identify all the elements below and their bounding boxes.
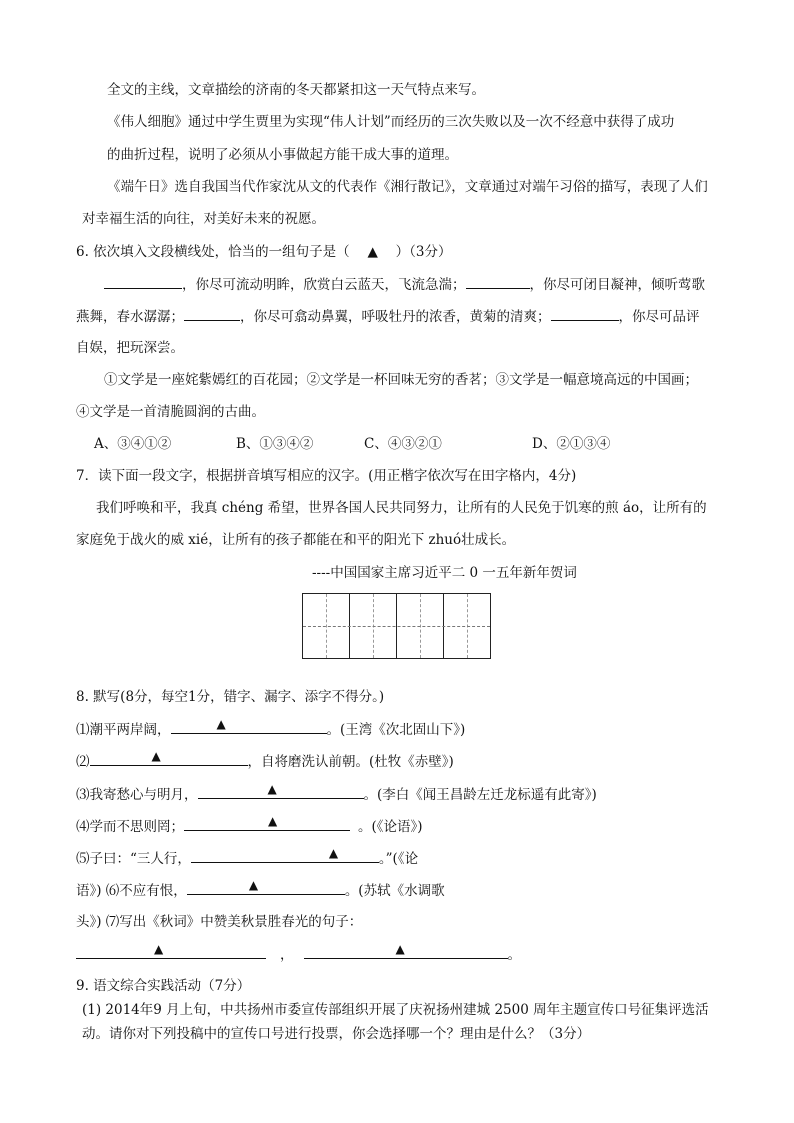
- q8-item-7: 头》) ⑺写出《秋词》中赞美秋景胜春光的句子：: [76, 914, 363, 930]
- q8-marker-6: ▲: [248, 878, 259, 892]
- q6-passage-line-1: [104, 275, 705, 294]
- q8-item-1-suffix: 。(王湾《次北固山下》): [326, 722, 466, 738]
- q8-item-2: [76, 749, 454, 771]
- intro-line-1: 全文的主线，文章描绘的济南的冬天都紧扣这一天气特点来写。: [107, 82, 485, 98]
- q6-option-d[interactable]: D、②①③④: [532, 436, 611, 452]
- q6-p2-c: ，你尽可品评: [618, 309, 700, 325]
- q6-stem-a: 6. 依次填入文段横线处，恰当的一组句子是（: [76, 244, 350, 260]
- q6-sentences-line-2: ④文学是一首清脆圆润的古曲。: [76, 404, 265, 420]
- q8-marker-3: ▲: [267, 782, 277, 796]
- q8-stem: 8. 默写(8分，每空1分，错字、漏字、添字不得分。): [76, 689, 385, 705]
- intro-line-5: 对幸福生活的向往，对美好未来的祝愿。: [82, 211, 325, 227]
- q8-item-3: [76, 782, 597, 804]
- q6-answer-marker: ▲: [367, 244, 378, 260]
- q6-stem-b: ）（3分）: [395, 244, 452, 260]
- q8-item-5-suffix: 。”(《论: [378, 851, 419, 867]
- intro-line-3: 的曲折过程，说明了必须从小事做起方能干成大事的道理。: [107, 147, 458, 163]
- q9-line-1: (1) 2014年9 月上旬，中共扬州市委宣传部组织开展了庆祝扬州建城 2500 周年主题宣传口号征集评选活: [82, 1002, 709, 1018]
- tianzige-grid[interactable]: [302, 593, 491, 659]
- q8-blank-3[interactable]: [198, 782, 364, 799]
- q8-marker-4: ▲: [268, 814, 278, 828]
- intro-line-2: 《伟人细胞》通过中学生贾里为实现“伟人计划”而经历的三次失败以及一次不经意中获得了成功: [107, 114, 675, 130]
- q8-marker-8: ▲: [395, 942, 405, 956]
- q8-item-4: [76, 814, 423, 836]
- q6-blank-3[interactable]: [184, 307, 240, 321]
- q7-stem: 7．读下面一段文字，根据拼音填写相应的汉字。(用正楷字依次写在田字格内，4分): [76, 468, 577, 484]
- q8-marker-7: ▲: [154, 942, 164, 956]
- q8-item-7-end: 。: [507, 947, 521, 963]
- q8-marker-2: ▲: [151, 749, 161, 763]
- q8-blank-6[interactable]: [187, 878, 345, 895]
- q8-blank-4[interactable]: [184, 814, 350, 831]
- q8-item-7-answer: [76, 942, 521, 964]
- q9-stem: 9. 语文综合实践活动（7分）: [76, 978, 251, 994]
- q9-line-2: 动。请你对下列投稿中的宣传口号进行投票，你会选择哪一个？理由是什么？（3分）: [82, 1026, 591, 1042]
- q8-item-6: [76, 878, 445, 900]
- q8-item-6-suffix: 。(苏轼《水调歌: [344, 883, 445, 899]
- q6-sentences-line-1: ①文学是一座姹紫嫣红的百花园；②文学是一杯回味无穷的香茗；③文学是一幅意境高远的中国画；: [104, 372, 698, 388]
- q8-item-3-suffix: 。(李白《闻王昌龄左迁龙标遥有此寄》): [363, 787, 597, 803]
- q6-option-c[interactable]: C、④③②①: [364, 436, 442, 452]
- q8-marker-1: ▲: [216, 717, 226, 731]
- q6-p2-a: 燕舞，春水潺潺；: [76, 309, 184, 325]
- q7-source: ----中国国家主席习近平二 0 一五年新年贺词: [312, 565, 577, 581]
- q8-item-5: [76, 846, 419, 868]
- q6-passage-line-3: 自娱，把玩深尝。: [76, 340, 184, 356]
- q6-blank-1[interactable]: [104, 275, 182, 289]
- q8-item-1-prefix: ⑴潮平两岸阔，: [76, 722, 171, 738]
- q6-blank-2[interactable]: [466, 275, 530, 289]
- intro-line-4: 《端午日》选自我国当代作家沈从文的代表作《湘行散记》，文章通过对端午习俗的描写，表现了人们: [107, 179, 708, 195]
- q8-blank-1[interactable]: [171, 717, 327, 734]
- q8-item-7-sep: ，: [280, 947, 294, 963]
- q6-passage-line-2: [76, 307, 700, 326]
- q8-item-4-suffix: 。(《论语》): [358, 819, 423, 835]
- q8-blank-2[interactable]: [90, 749, 248, 766]
- q8-marker-5: ▲: [328, 846, 339, 860]
- q8-item-2-suffix: ，自将磨洗认前朝。(杜牧《赤壁》): [247, 754, 454, 770]
- q8-item-6-prefix: 语》) ⑹不应有恨，: [76, 883, 187, 899]
- q6-option-a[interactable]: A、③④①②: [94, 436, 172, 452]
- q8-item-2-prefix: ⑵: [76, 754, 90, 770]
- q8-item-3-prefix: ⑶我寄愁心与明月，: [76, 787, 198, 803]
- q8-blank-7[interactable]: [76, 942, 266, 959]
- q8-item-1: [76, 717, 466, 739]
- q7-passage-line-1: 我们呼唤和平，我真 chéng 希望，世界各国人民共同努力，让所有的人民免于饥寒的煎 áo，让所有的: [96, 500, 707, 516]
- q8-item-4-prefix: ⑷学而不思则罔；: [76, 819, 184, 835]
- q6-blank-4[interactable]: [551, 307, 619, 321]
- q7-passage-line-2: 家庭免于战火的威 xié，让所有的孩子都能在和平的阳光下 zhuó壮成长。: [76, 532, 516, 548]
- q8-blank-5[interactable]: [191, 846, 379, 863]
- q8-blank-8[interactable]: [304, 942, 508, 959]
- q6-p2-b: ，你尽可翕动鼻翼，呼吸牡丹的浓香，黄菊的清爽；: [240, 309, 551, 325]
- q6-p1-a: ，你尽可流动明眸，欣赏白云蓝天，飞流急湍；: [182, 277, 466, 293]
- q6-stem: [76, 243, 452, 261]
- q6-p1-b: ，你尽可闭目凝神，倾听莺歌: [529, 277, 705, 293]
- q8-item-5-prefix: ⑸子曰：“三人行，: [76, 851, 191, 867]
- q6-option-b[interactable]: B、①③④②: [236, 436, 314, 452]
